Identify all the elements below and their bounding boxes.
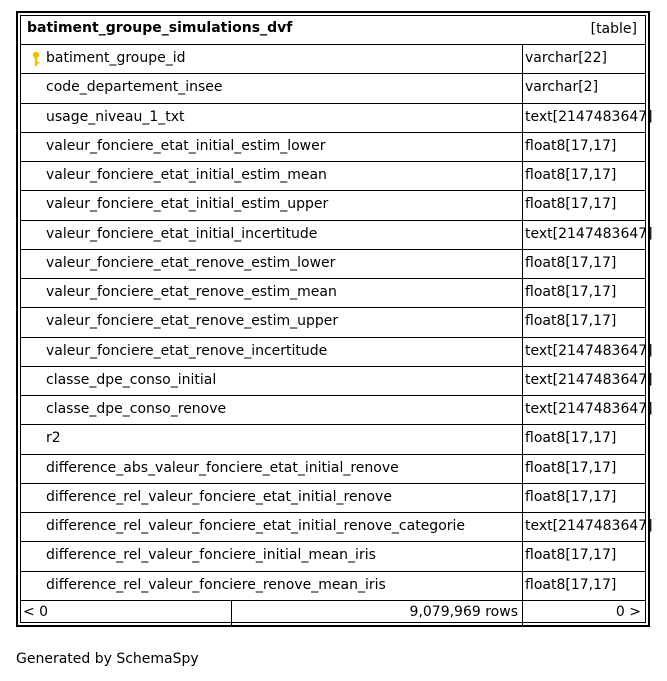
column-name: valeur_fonciere_etat_renove_estim_lower bbox=[46, 254, 336, 271]
column-divider bbox=[522, 338, 523, 366]
column-type: text[2147483647] bbox=[525, 371, 653, 388]
column-divider bbox=[522, 250, 523, 278]
column-row[interactable] bbox=[21, 572, 645, 601]
footer-parents-cell bbox=[21, 601, 232, 627]
column-row[interactable] bbox=[21, 455, 645, 484]
column-list bbox=[21, 45, 653, 601]
column-type: float8[17,17] bbox=[525, 196, 617, 213]
column-name: valeur_fonciere_etat_initial_estim_mean bbox=[46, 167, 327, 183]
column-divider bbox=[522, 191, 523, 219]
column-row[interactable] bbox=[21, 45, 645, 74]
column-name: valeur_fonciere_etat_initial_estim_lower bbox=[46, 137, 326, 154]
footer-children[interactable]: 0 > bbox=[615, 603, 641, 620]
column-row[interactable] bbox=[21, 484, 645, 513]
column-name: valeur_fonciere_etat_renove_incertitude bbox=[46, 342, 328, 359]
column-row[interactable] bbox=[21, 279, 645, 308]
column-row[interactable] bbox=[21, 338, 653, 367]
column-row[interactable] bbox=[21, 162, 645, 191]
column-type: varchar[22] bbox=[525, 50, 607, 66]
column-type: float8[17,17] bbox=[525, 430, 617, 447]
column-name: code_departement_insee bbox=[46, 79, 223, 96]
column-divider bbox=[522, 74, 523, 102]
table-kind: [table] bbox=[590, 21, 637, 37]
column-name: batiment_groupe_id bbox=[46, 50, 186, 66]
table-footer bbox=[21, 601, 645, 627]
column-row[interactable] bbox=[21, 513, 653, 542]
column-divider bbox=[522, 279, 523, 307]
footer-rows-cell bbox=[231, 601, 523, 627]
column-name: difference_rel_valeur_fonciere_etat_initial_renove_categorie bbox=[46, 518, 466, 534]
column-type: float8[17,17] bbox=[525, 459, 617, 476]
column-type: text[2147483647] bbox=[525, 401, 653, 417]
column-row[interactable] bbox=[21, 308, 645, 337]
column-type: text[2147483647] bbox=[525, 108, 653, 125]
column-type: float8[17,17] bbox=[525, 254, 617, 271]
column-type: float8[17,17] bbox=[525, 313, 617, 330]
column-type: float8[17,17] bbox=[525, 284, 617, 300]
column-type: varchar[2] bbox=[525, 79, 599, 96]
column-name: valeur_fonciere_etat_initial_estim_upper bbox=[46, 196, 329, 213]
column-divider bbox=[522, 455, 523, 483]
column-divider bbox=[522, 308, 523, 336]
column-type: float8[17,17] bbox=[525, 167, 617, 183]
column-type: text[2147483647] bbox=[525, 518, 653, 534]
column-divider bbox=[522, 396, 523, 424]
column-row[interactable] bbox=[21, 425, 645, 454]
column-divider bbox=[522, 425, 523, 453]
column-name: classe_dpe_conso_initial bbox=[46, 371, 217, 388]
column-name: valeur_fonciere_etat_initial_incertitude bbox=[46, 225, 318, 242]
table-header bbox=[21, 16, 645, 45]
column-divider bbox=[522, 104, 523, 132]
column-name: valeur_fonciere_etat_renove_estim_mean bbox=[46, 284, 337, 300]
column-row[interactable] bbox=[21, 250, 645, 279]
column-type: text[2147483647] bbox=[525, 342, 653, 359]
column-type: text[2147483647] bbox=[525, 225, 653, 242]
column-divider bbox=[522, 513, 523, 541]
column-row[interactable] bbox=[21, 104, 653, 133]
column-name: difference_rel_valeur_fonciere_etat_initial_renove bbox=[46, 488, 392, 505]
column-divider bbox=[522, 572, 523, 600]
column-row[interactable] bbox=[21, 133, 645, 162]
column-name: difference_abs_valeur_fonciere_etat_initial_renove bbox=[46, 459, 399, 476]
footer-parents[interactable]: < 0 bbox=[23, 603, 49, 620]
column-row[interactable] bbox=[21, 367, 653, 396]
column-divider bbox=[522, 484, 523, 512]
generated-by-label: Generated by SchemaSpy bbox=[16, 651, 199, 667]
primary-key-icon bbox=[29, 51, 43, 67]
column-name: valeur_fonciere_etat_renove_estim_upper bbox=[46, 313, 339, 330]
column-type: float8[17,17] bbox=[525, 547, 617, 564]
column-row[interactable] bbox=[21, 542, 645, 571]
footer-row-count: 9,079,969 rows bbox=[409, 603, 518, 620]
column-row[interactable] bbox=[21, 396, 653, 425]
column-name: usage_niveau_1_txt bbox=[46, 108, 185, 125]
column-row[interactable] bbox=[21, 221, 653, 250]
column-type: float8[17,17] bbox=[525, 137, 617, 154]
column-type: float8[17,17] bbox=[525, 488, 617, 505]
column-divider bbox=[522, 133, 523, 161]
column-name: r2 bbox=[46, 430, 61, 447]
column-name: difference_rel_valeur_fonciere_renove_mean_iris bbox=[46, 576, 386, 593]
column-divider bbox=[522, 542, 523, 570]
column-name: difference_rel_valeur_fonciere_initial_mean_iris bbox=[46, 547, 376, 564]
table-name: batiment_groupe_simulations_dvf bbox=[27, 20, 293, 36]
column-type: float8[17,17] bbox=[525, 576, 617, 593]
column-divider bbox=[522, 367, 523, 395]
column-divider bbox=[522, 221, 523, 249]
column-row[interactable] bbox=[21, 74, 645, 103]
table-entity bbox=[16, 11, 653, 627]
column-divider bbox=[522, 45, 523, 73]
column-row[interactable] bbox=[21, 191, 645, 220]
footer-children-cell bbox=[523, 601, 645, 627]
column-name: classe_dpe_conso_renove bbox=[46, 401, 227, 417]
column-divider bbox=[522, 162, 523, 190]
table-entity-inner bbox=[20, 15, 653, 623]
